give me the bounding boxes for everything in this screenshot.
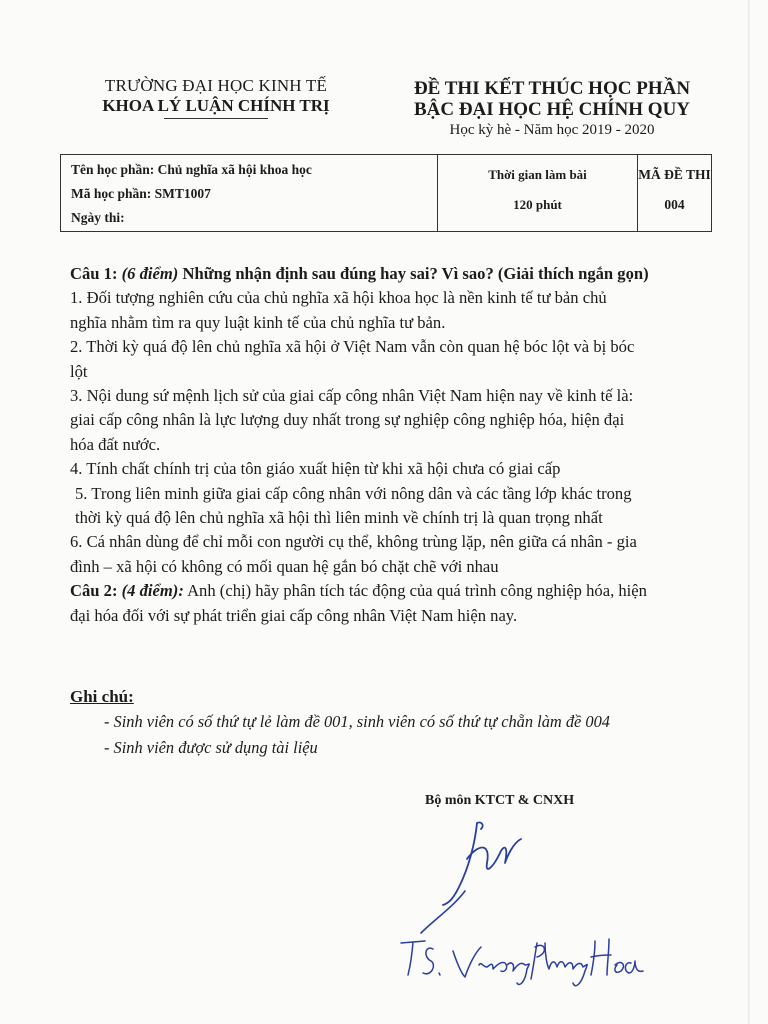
question-2-points: (4 điểm):	[121, 581, 184, 601]
duration-value: 120 phút	[513, 197, 562, 212]
statement-2-line-2: lột	[70, 361, 88, 381]
question-1-points: (6 điểm)	[121, 264, 179, 283]
question-1-prompt: Những nhận định sau đúng hay sai? Vì sao? (Giải thích ngắn gọn)	[182, 264, 649, 283]
signature-stroke-main	[443, 822, 521, 905]
exam-title-line-2: BẬC ĐẠI HỌC HỆ CHÍNH QUY	[413, 99, 691, 120]
question-1-heading	[70, 262, 720, 286]
note-2: - Sinh viên được sử dụng tài liệu	[104, 738, 318, 757]
statement-3-line-2: giai cấp công nhân là lực lượng duy nhất trong sự nghiệp công nghiệp hóa, hiện đại	[70, 410, 625, 430]
statement-4-line-1: 4. Tính chất chính trị của tôn giáo xuất hiện từ khi xã hội chưa có giai cấp	[70, 459, 561, 479]
faculty-name: KHOA LÝ LUẬN CHÍNH TRỊ	[102, 96, 330, 115]
note-1: - Sinh viên có số thứ tự lẻ làm đề 001, sinh viên có số thứ tự chẵn làm đề 004	[104, 712, 610, 731]
course-details-cell	[61, 155, 438, 231]
department-name: Bộ môn KTCT & CNXH	[425, 793, 575, 808]
statement-6-line-1: 6. Cá nhân dùng để chỉ mỗi con người cụ thể, không trùng lặp, nên giữa cá nhân - gia	[70, 532, 637, 552]
statement-3-line-3: hóa đất nước.	[70, 434, 161, 454]
handwritten-name-hoa	[591, 939, 643, 975]
question-2-label: Câu 2:	[70, 581, 118, 601]
course-name: Tên học phần: Chủ nghĩa xã hội khoa học	[71, 162, 312, 177]
statement-1-line-2: nghĩa nhằm tìm ra quy luật kinh tế của chủ nghĩa tư bản.	[70, 312, 446, 332]
course-info-table	[60, 154, 712, 232]
exam-body	[70, 262, 720, 628]
question-2-line-1	[70, 579, 720, 603]
statement-3-line-1: 3. Nội dung sứ mệnh lịch sử của giai cấp công nhân Việt Nam hiện nay về kinh tế là:	[70, 386, 634, 406]
exam-date: Ngày thi:	[71, 210, 125, 225]
header-institution	[66, 76, 366, 119]
exam-term: Học kỳ hè - Năm học 2019 - 2020	[449, 122, 655, 138]
exam-code-label: MÃ ĐỀ THI	[638, 167, 711, 182]
question-2-prompt: Anh (chị) hãy phân tích tác động của quá trình công nghiệp hóa, hiện	[187, 581, 647, 601]
duration-cell	[438, 155, 638, 231]
notes-heading: Ghi chú:	[70, 687, 134, 706]
page-fold-shadow	[748, 0, 750, 1024]
statement-1-line-1: 1. Đối tượng nghiên cứu của chủ nghĩa xã hội khoa học là nền kinh tế tư bản chủ	[70, 288, 607, 308]
statement-5-line-1: 5. Trong liên minh giữa giai cấp công nhân với nông dân và các tầng lớp khác trong	[75, 483, 632, 503]
statement-6-line-2: đình – xã hội có không có mối quan hệ gắn bó chặt chẽ với nhau	[70, 556, 499, 576]
question-2-line-2: đại hóa đối với sự phát triển giai cấp công nhân Việt Nam hiện nay.	[70, 605, 518, 625]
handwritten-name-phuong	[531, 943, 587, 986]
handwritten-name-ts	[401, 941, 440, 975]
faculty-underline	[164, 118, 268, 119]
handwritten-signature	[395, 815, 655, 995]
signature-stroke-sweep	[421, 891, 465, 933]
statement-5-line-2: thời kỳ quá độ lên chủ nghĩa xã hội thì liên minh về chính trị là quan trọng nhất	[75, 508, 603, 528]
statement-2-line-1: 2. Thời kỳ quá độ lên chủ nghĩa xã hội ở Việt Nam vẫn còn quan hệ bóc lột và bị bóc	[70, 337, 635, 357]
header-exam-title	[400, 78, 704, 140]
exam-code-cell	[638, 155, 711, 231]
school-name: TRƯỜNG ĐẠI HỌC KINH TẾ	[104, 76, 328, 95]
handwritten-name-vuong	[453, 947, 529, 984]
question-1-label: Câu 1:	[70, 264, 118, 283]
duration-label: Thời gian làm bài	[488, 167, 587, 182]
exam-code-value: 004	[664, 197, 685, 212]
exam-title-line-1: ĐỀ THI KẾT THÚC HỌC PHẦN	[413, 78, 691, 99]
course-code: Mã học phần: SMT1007	[71, 186, 211, 201]
